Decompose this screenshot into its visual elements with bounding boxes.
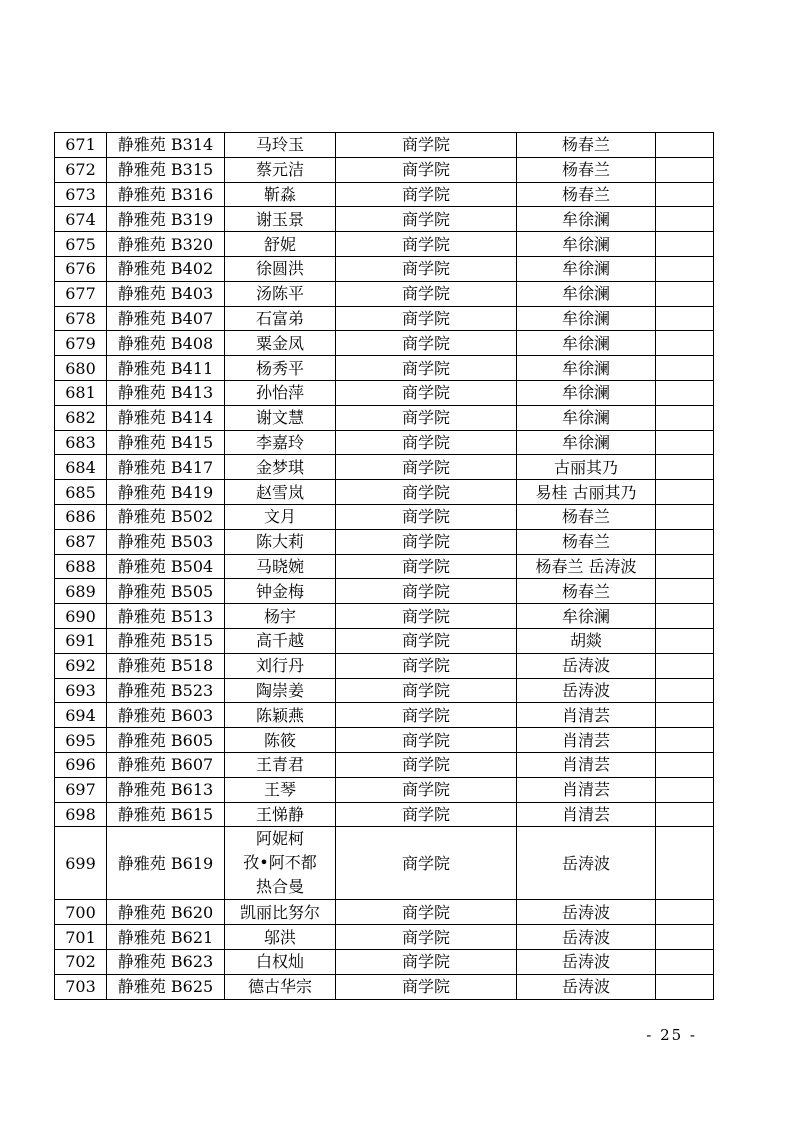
room-cell: 静雅苑 B403 xyxy=(107,281,225,306)
teacher-cell: 肖清芸 xyxy=(517,777,656,802)
row-number-cell: 690 xyxy=(55,604,107,629)
room-cell: 静雅苑 B605 xyxy=(107,728,225,753)
room-cell: 静雅苑 B619 xyxy=(107,827,225,900)
school-cell: 商学院 xyxy=(336,579,517,604)
empty-cell xyxy=(656,529,714,554)
school-cell: 商学院 xyxy=(336,777,517,802)
teacher-cell: 杨春兰 xyxy=(517,504,656,529)
empty-cell xyxy=(656,678,714,703)
room-cell: 静雅苑 B419 xyxy=(107,480,225,505)
table-row xyxy=(55,653,714,678)
row-number-cell: 679 xyxy=(55,331,107,356)
empty-cell xyxy=(656,777,714,802)
table-row xyxy=(55,356,714,381)
school-cell: 商学院 xyxy=(336,133,517,158)
room-cell: 静雅苑 B523 xyxy=(107,678,225,703)
table-row xyxy=(55,405,714,430)
student-name-cell: 王琴 xyxy=(225,777,336,802)
room-cell: 静雅苑 B503 xyxy=(107,529,225,554)
empty-cell xyxy=(656,232,714,257)
room-cell: 静雅苑 B615 xyxy=(107,802,225,827)
student-name-line: 阿妮柯 xyxy=(255,829,304,849)
room-cell: 静雅苑 B621 xyxy=(107,925,225,950)
table-row xyxy=(55,728,714,753)
empty-cell xyxy=(656,331,714,356)
table-row xyxy=(55,133,714,158)
teacher-cell: 岳涛波 xyxy=(517,949,656,974)
room-cell: 静雅苑 B603 xyxy=(107,703,225,728)
student-name-cell: 金梦琪 xyxy=(225,455,336,480)
row-number-cell: 677 xyxy=(55,281,107,306)
table-row xyxy=(55,974,714,999)
school-cell: 商学院 xyxy=(336,752,517,777)
student-name-cell: 钟金梅 xyxy=(225,579,336,604)
empty-cell xyxy=(656,974,714,999)
room-cell: 静雅苑 B316 xyxy=(107,182,225,207)
empty-cell xyxy=(656,306,714,331)
empty-cell xyxy=(656,604,714,629)
teacher-cell: 肖清芸 xyxy=(517,802,656,827)
table-row xyxy=(55,949,714,974)
school-cell: 商学院 xyxy=(336,900,517,925)
table-row xyxy=(55,678,714,703)
school-cell: 商学院 xyxy=(336,728,517,753)
empty-cell xyxy=(656,380,714,405)
room-cell: 静雅苑 B502 xyxy=(107,504,225,529)
table-row xyxy=(55,777,714,802)
teacher-cell: 岳涛波 xyxy=(517,653,656,678)
room-cell: 静雅苑 B513 xyxy=(107,604,225,629)
table-row xyxy=(55,157,714,182)
empty-cell xyxy=(656,182,714,207)
student-name-line: 孜•阿不都 xyxy=(243,853,317,873)
room-cell: 静雅苑 B625 xyxy=(107,974,225,999)
school-cell: 商学院 xyxy=(336,678,517,703)
student-name-cell: 陈大莉 xyxy=(225,529,336,554)
table-row xyxy=(55,207,714,232)
student-name-cell: 邬洪 xyxy=(225,925,336,950)
row-number-cell: 680 xyxy=(55,356,107,381)
table-row xyxy=(55,579,714,604)
teacher-cell: 岳涛波 xyxy=(517,678,656,703)
teacher-cell: 杨春兰 xyxy=(517,529,656,554)
school-cell: 商学院 xyxy=(336,232,517,257)
table-row xyxy=(55,802,714,827)
empty-cell xyxy=(656,802,714,827)
row-number-cell: 699 xyxy=(55,827,107,900)
school-cell: 商学院 xyxy=(336,480,517,505)
teacher-cell: 牟徐澜 xyxy=(517,256,656,281)
table-row xyxy=(55,703,714,728)
student-name-cell: 刘行丹 xyxy=(225,653,336,678)
room-cell: 静雅苑 B414 xyxy=(107,405,225,430)
row-number-cell: 702 xyxy=(55,949,107,974)
room-cell: 静雅苑 B402 xyxy=(107,256,225,281)
table-row xyxy=(55,281,714,306)
empty-cell xyxy=(656,281,714,306)
teacher-cell: 古丽其乃 xyxy=(517,455,656,480)
teacher-cell: 肖清芸 xyxy=(517,728,656,753)
student-name-cell: 文月 xyxy=(225,504,336,529)
student-name-cell: 粟金凤 xyxy=(225,331,336,356)
student-name-cell: 陈颖燕 xyxy=(225,703,336,728)
room-cell: 静雅苑 B518 xyxy=(107,653,225,678)
row-number-cell: 689 xyxy=(55,579,107,604)
teacher-cell: 牟徐澜 xyxy=(517,207,656,232)
table-row xyxy=(55,480,714,505)
student-name-cell: 舒妮 xyxy=(225,232,336,257)
row-number-cell: 675 xyxy=(55,232,107,257)
teacher-cell: 杨春兰 xyxy=(517,133,656,158)
row-number-cell: 688 xyxy=(55,554,107,579)
table-row xyxy=(55,455,714,480)
room-cell: 静雅苑 B320 xyxy=(107,232,225,257)
teacher-cell: 牟徐澜 xyxy=(517,356,656,381)
table-row xyxy=(55,306,714,331)
empty-cell xyxy=(656,579,714,604)
empty-cell xyxy=(656,455,714,480)
empty-cell xyxy=(656,256,714,281)
teacher-cell: 岳涛波 xyxy=(517,827,656,900)
student-name-cell: 王青君 xyxy=(225,752,336,777)
table-row xyxy=(55,604,714,629)
teacher-cell: 杨春兰 xyxy=(517,579,656,604)
room-cell: 静雅苑 B407 xyxy=(107,306,225,331)
teacher-cell: 牟徐澜 xyxy=(517,405,656,430)
row-number-cell: 700 xyxy=(55,900,107,925)
room-cell: 静雅苑 B413 xyxy=(107,380,225,405)
teacher-cell: 牟徐澜 xyxy=(517,306,656,331)
school-cell: 商学院 xyxy=(336,356,517,381)
empty-cell xyxy=(656,900,714,925)
row-number-cell: 683 xyxy=(55,430,107,455)
row-number-cell: 682 xyxy=(55,405,107,430)
room-cell: 静雅苑 B319 xyxy=(107,207,225,232)
teacher-cell: 牟徐澜 xyxy=(517,604,656,629)
empty-cell xyxy=(656,480,714,505)
empty-cell xyxy=(656,405,714,430)
teacher-cell: 肖清芸 xyxy=(517,703,656,728)
row-number-cell: 676 xyxy=(55,256,107,281)
student-name-cell: 德古华宗 xyxy=(225,974,336,999)
teacher-cell: 牟徐澜 xyxy=(517,331,656,356)
student-name-cell: 陈筱 xyxy=(225,728,336,753)
school-cell: 商学院 xyxy=(336,455,517,480)
student-name-line: 热合曼 xyxy=(255,877,304,897)
student-name-cell: 靳淼 xyxy=(225,182,336,207)
page-number: - 25 - xyxy=(646,1026,697,1044)
room-cell: 静雅苑 B613 xyxy=(107,777,225,802)
room-cell: 静雅苑 B620 xyxy=(107,900,225,925)
school-cell: 商学院 xyxy=(336,974,517,999)
row-number-cell: 686 xyxy=(55,504,107,529)
teacher-cell: 牟徐澜 xyxy=(517,232,656,257)
empty-cell xyxy=(656,207,714,232)
empty-cell xyxy=(656,356,714,381)
student-name-cell: 李嘉玲 xyxy=(225,430,336,455)
school-cell: 商学院 xyxy=(336,504,517,529)
table-row xyxy=(55,925,714,950)
student-name-cell: 蔡元洁 xyxy=(225,157,336,182)
teacher-cell: 岳涛波 xyxy=(517,925,656,950)
student-name-cell: 赵雪岚 xyxy=(225,480,336,505)
empty-cell xyxy=(656,653,714,678)
empty-cell xyxy=(656,949,714,974)
student-name-cell: 谢文慧 xyxy=(225,405,336,430)
roster-table xyxy=(54,132,714,1000)
school-cell: 商学院 xyxy=(336,802,517,827)
row-number-cell: 684 xyxy=(55,455,107,480)
table-row xyxy=(55,827,714,900)
row-number-cell: 678 xyxy=(55,306,107,331)
school-cell: 商学院 xyxy=(336,554,517,579)
teacher-cell: 杨春兰 xyxy=(517,157,656,182)
student-name-cell: 孙怡萍 xyxy=(225,380,336,405)
table-row xyxy=(55,256,714,281)
school-cell: 商学院 xyxy=(336,182,517,207)
empty-cell xyxy=(656,752,714,777)
empty-cell xyxy=(656,430,714,455)
student-name-cell: 杨宇 xyxy=(225,604,336,629)
empty-cell xyxy=(656,504,714,529)
teacher-cell: 牟徐澜 xyxy=(517,380,656,405)
table-row xyxy=(55,900,714,925)
school-cell: 商学院 xyxy=(336,925,517,950)
student-name-cell: 马晓婉 xyxy=(225,554,336,579)
row-number-cell: 698 xyxy=(55,802,107,827)
student-name-cell xyxy=(225,827,336,900)
teacher-cell: 岳涛波 xyxy=(517,974,656,999)
empty-cell xyxy=(656,554,714,579)
school-cell: 商学院 xyxy=(336,949,517,974)
empty-cell xyxy=(656,628,714,653)
room-cell: 静雅苑 B623 xyxy=(107,949,225,974)
row-number-cell: 673 xyxy=(55,182,107,207)
table-row xyxy=(55,628,714,653)
student-name-cell: 陶崇姜 xyxy=(225,678,336,703)
table-row xyxy=(55,430,714,455)
school-cell: 商学院 xyxy=(336,281,517,306)
school-cell: 商学院 xyxy=(336,306,517,331)
teacher-cell: 杨春兰 xyxy=(517,182,656,207)
school-cell: 商学院 xyxy=(336,827,517,900)
teacher-cell: 牟徐澜 xyxy=(517,430,656,455)
room-cell: 静雅苑 B411 xyxy=(107,356,225,381)
row-number-cell: 697 xyxy=(55,777,107,802)
row-number-cell: 703 xyxy=(55,974,107,999)
school-cell: 商学院 xyxy=(336,653,517,678)
table-row xyxy=(55,182,714,207)
school-cell: 商学院 xyxy=(336,405,517,430)
empty-cell xyxy=(656,827,714,900)
room-cell: 静雅苑 B315 xyxy=(107,157,225,182)
table-row xyxy=(55,752,714,777)
row-number-cell: 692 xyxy=(55,653,107,678)
school-cell: 商学院 xyxy=(336,331,517,356)
teacher-cell: 肖清芸 xyxy=(517,752,656,777)
empty-cell xyxy=(656,703,714,728)
teacher-cell: 岳涛波 xyxy=(517,900,656,925)
student-name-cell: 高千越 xyxy=(225,628,336,653)
student-name-cell: 汤陈平 xyxy=(225,281,336,306)
teacher-cell: 杨春兰 岳涛波 xyxy=(517,554,656,579)
student-name-cell: 杨秀平 xyxy=(225,356,336,381)
row-number-cell: 696 xyxy=(55,752,107,777)
school-cell: 商学院 xyxy=(336,529,517,554)
row-number-cell: 671 xyxy=(55,133,107,158)
student-name-cell: 谢玉景 xyxy=(225,207,336,232)
row-number-cell: 685 xyxy=(55,480,107,505)
room-cell: 静雅苑 B504 xyxy=(107,554,225,579)
student-name-cell: 石富弟 xyxy=(225,306,336,331)
row-number-cell: 695 xyxy=(55,728,107,753)
room-cell: 静雅苑 B515 xyxy=(107,628,225,653)
row-number-cell: 693 xyxy=(55,678,107,703)
roster-table-body xyxy=(55,133,714,1000)
table-row xyxy=(55,380,714,405)
empty-cell xyxy=(656,728,714,753)
school-cell: 商学院 xyxy=(336,703,517,728)
school-cell: 商学院 xyxy=(336,157,517,182)
table-row xyxy=(55,232,714,257)
table-row xyxy=(55,554,714,579)
room-cell: 静雅苑 B505 xyxy=(107,579,225,604)
room-cell: 静雅苑 B408 xyxy=(107,331,225,356)
teacher-cell: 易桂 古丽其乃 xyxy=(517,480,656,505)
school-cell: 商学院 xyxy=(336,628,517,653)
school-cell: 商学院 xyxy=(336,604,517,629)
row-number-cell: 687 xyxy=(55,529,107,554)
teacher-cell: 牟徐澜 xyxy=(517,281,656,306)
room-cell: 静雅苑 B314 xyxy=(107,133,225,158)
empty-cell xyxy=(656,157,714,182)
room-cell: 静雅苑 B417 xyxy=(107,455,225,480)
student-name-cell: 徐圆洪 xyxy=(225,256,336,281)
school-cell: 商学院 xyxy=(336,256,517,281)
school-cell: 商学院 xyxy=(336,207,517,232)
row-number-cell: 694 xyxy=(55,703,107,728)
row-number-cell: 691 xyxy=(55,628,107,653)
row-number-cell: 681 xyxy=(55,380,107,405)
empty-cell xyxy=(656,133,714,158)
row-number-cell: 672 xyxy=(55,157,107,182)
row-number-cell: 701 xyxy=(55,925,107,950)
school-cell: 商学院 xyxy=(336,430,517,455)
row-number-cell: 674 xyxy=(55,207,107,232)
student-name-cell: 王悌静 xyxy=(225,802,336,827)
teacher-cell: 胡燚 xyxy=(517,628,656,653)
empty-cell xyxy=(656,925,714,950)
school-cell: 商学院 xyxy=(336,380,517,405)
room-cell: 静雅苑 B607 xyxy=(107,752,225,777)
student-name-cell: 白权灿 xyxy=(225,949,336,974)
student-name-cell: 凯丽比努尔 xyxy=(225,900,336,925)
room-cell: 静雅苑 B415 xyxy=(107,430,225,455)
student-name-cell: 马玲玉 xyxy=(225,133,336,158)
table-row xyxy=(55,504,714,529)
table-row xyxy=(55,529,714,554)
table-row xyxy=(55,331,714,356)
